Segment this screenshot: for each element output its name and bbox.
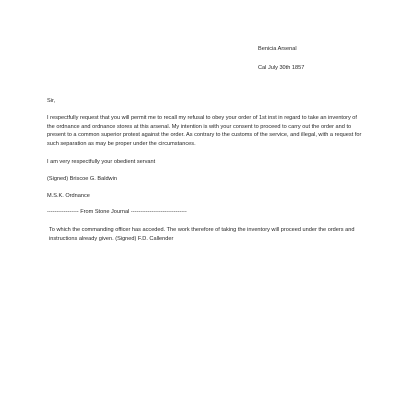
closing-line: I am very respectfully your obedient servant	[47, 158, 156, 165]
letter-body-paragraph: I respectfully request that you will permit me to recall my refusal to obey your order of 1st inst in regard to take an inventory of the ordnance and ordnance stores at this arsenal. My intention is with your consent to proceed to carry out the order and to present to a common superior protest against the order. As contrary to the customs of the service, and illegal, with a request for such separation as may be proper under the circumstances.	[47, 115, 362, 147]
letter-content	[47, 97, 365, 243]
header-date: Cal July 30th 1857	[258, 65, 305, 72]
signer-title: M.S.K. Ordnance	[47, 192, 90, 199]
header-location: Benicia Arsenal	[258, 46, 297, 52]
signature-line: (Signed) Briscoe G. Baldwin	[47, 175, 117, 182]
endorsement-paragraph: To which the commanding officer has acceded. The work therefore of taking the inventory will proceed under the orders and instructions already given. (Signed) F.D. Callender	[49, 227, 355, 242]
salutation: Sir,	[47, 98, 56, 104]
letter-header	[258, 45, 304, 73]
journal-separator: ----------------- From Stone Journal ------------------------------	[47, 209, 187, 216]
